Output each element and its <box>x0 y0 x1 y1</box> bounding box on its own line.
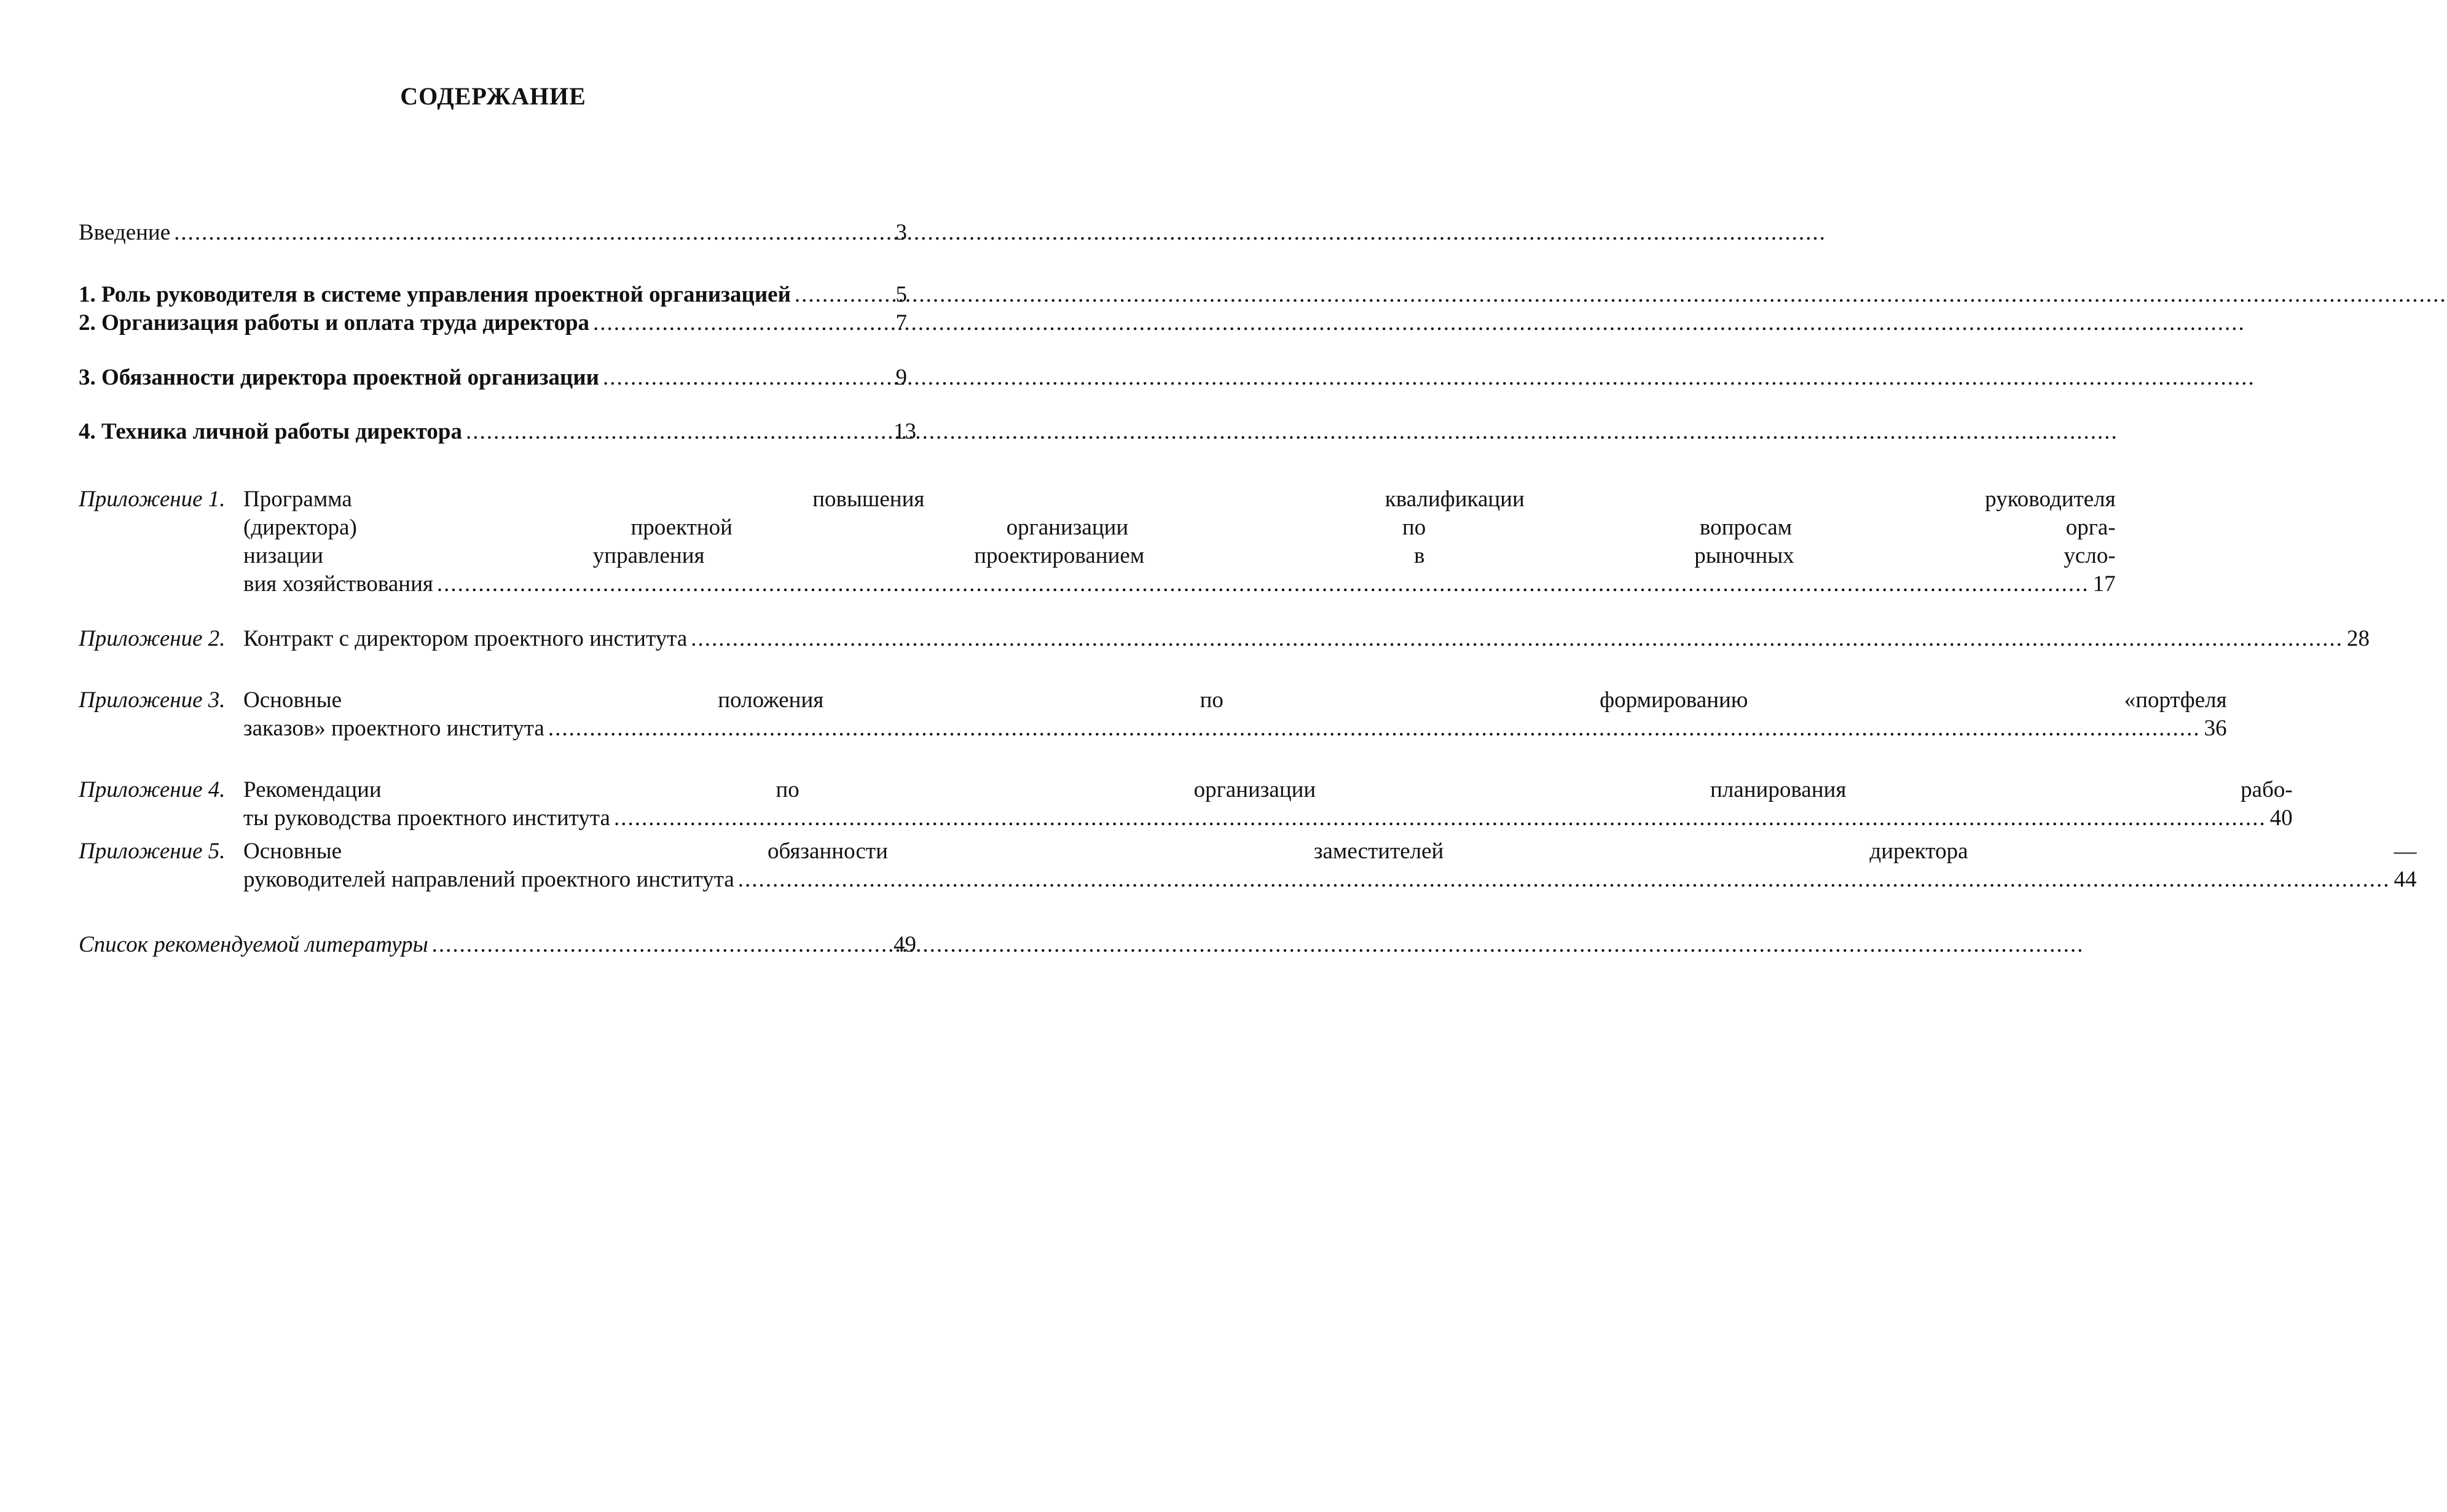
toc-entry-appendix-1[interactable] <box>79 485 2116 598</box>
appendix-label: Приложение 1. <box>79 487 226 512</box>
appendix-text-line: руководителей направлений проектного института <box>243 867 734 892</box>
leader-dots <box>614 804 2266 832</box>
appendix-text-line: (директора) проектной организации по вопросам орга- <box>243 515 2116 540</box>
toc-entry-title: 1. Роль руководителя в системе управления проектной организацией <box>79 282 791 307</box>
appendix-label: Приложение 4. <box>79 777 226 802</box>
toc-entry-chapter-3[interactable] <box>79 364 907 392</box>
appendix-text-line: Программа повышения квалификации руководителя <box>243 487 2116 512</box>
toc-entry-title: 3. Обязанности директора проектной организации <box>79 365 599 390</box>
leader-dots <box>603 364 890 392</box>
appendix-text-line: вия хозяйствования <box>243 571 433 597</box>
page-number: 49 <box>894 932 916 957</box>
page-number: 40 <box>2269 805 2293 831</box>
page-number: 3 <box>895 220 907 245</box>
page-number: 9 <box>895 365 907 390</box>
leader-dots <box>174 219 890 247</box>
toc-entry-appendix-5[interactable] <box>79 837 2417 894</box>
leader-dots <box>795 281 890 309</box>
toc-entry-appendix-4[interactable] <box>79 776 2293 832</box>
page-number: 28 <box>2347 626 2370 651</box>
toc-entry-chapter-2[interactable] <box>79 309 907 337</box>
toc-entry-title: Введение <box>79 220 171 245</box>
page-title: СОДЕРЖАНИЕ <box>400 82 586 110</box>
leader-dots <box>432 931 890 959</box>
toc-entry-title: Список рекомендуемой литературы <box>79 932 428 957</box>
toc-entry-appendix-2[interactable] <box>79 625 2370 653</box>
page-number: 5 <box>895 282 907 307</box>
toc-entry-title: 2. Организация работы и оплата труда директора <box>79 310 590 335</box>
toc-entry-appendix-3[interactable] <box>79 686 2227 743</box>
toc-entry-chapter-1[interactable] <box>79 281 907 309</box>
appendix-text-line: заказов» проектного института <box>243 716 544 741</box>
appendix-text-line: ты руководства проектного института <box>243 805 610 831</box>
appendix-label: Приложение 2. <box>79 626 226 651</box>
appendix-text-line: Основные обязанности заместителей директора — <box>243 839 2417 864</box>
page-number: 13 <box>894 419 916 444</box>
toc-entry-title: 4. Техника личной работы директора <box>79 419 462 444</box>
leader-dots <box>548 715 2201 743</box>
toc-entry-chapter-4[interactable] <box>79 418 916 446</box>
page-number: 17 <box>2092 571 2116 597</box>
appendix-label: Приложение 5. <box>79 839 226 864</box>
leader-dots <box>593 309 890 337</box>
leader-dots <box>691 625 2343 653</box>
appendix-text-line: низации управления проектированием в рыночных усло- <box>243 543 2116 568</box>
toc-entry-intro[interactable] <box>79 219 907 247</box>
toc-entry-literature[interactable] <box>79 931 916 959</box>
page-number: 7 <box>895 310 907 335</box>
leader-dots <box>437 570 2089 598</box>
leader-dots <box>466 418 890 446</box>
page-number: 44 <box>2394 867 2417 892</box>
appendix-text-line: Рекомендации по организации планирования рабо- <box>243 777 2293 802</box>
appendix-text-line: Контракт с директором проектного института <box>243 626 688 651</box>
leader-dots <box>738 866 2390 894</box>
page-number: 36 <box>2204 716 2227 741</box>
appendix-text-line: Основные положения по формированию «портфеля <box>243 687 2227 713</box>
appendix-label: Приложение 3. <box>79 687 226 713</box>
